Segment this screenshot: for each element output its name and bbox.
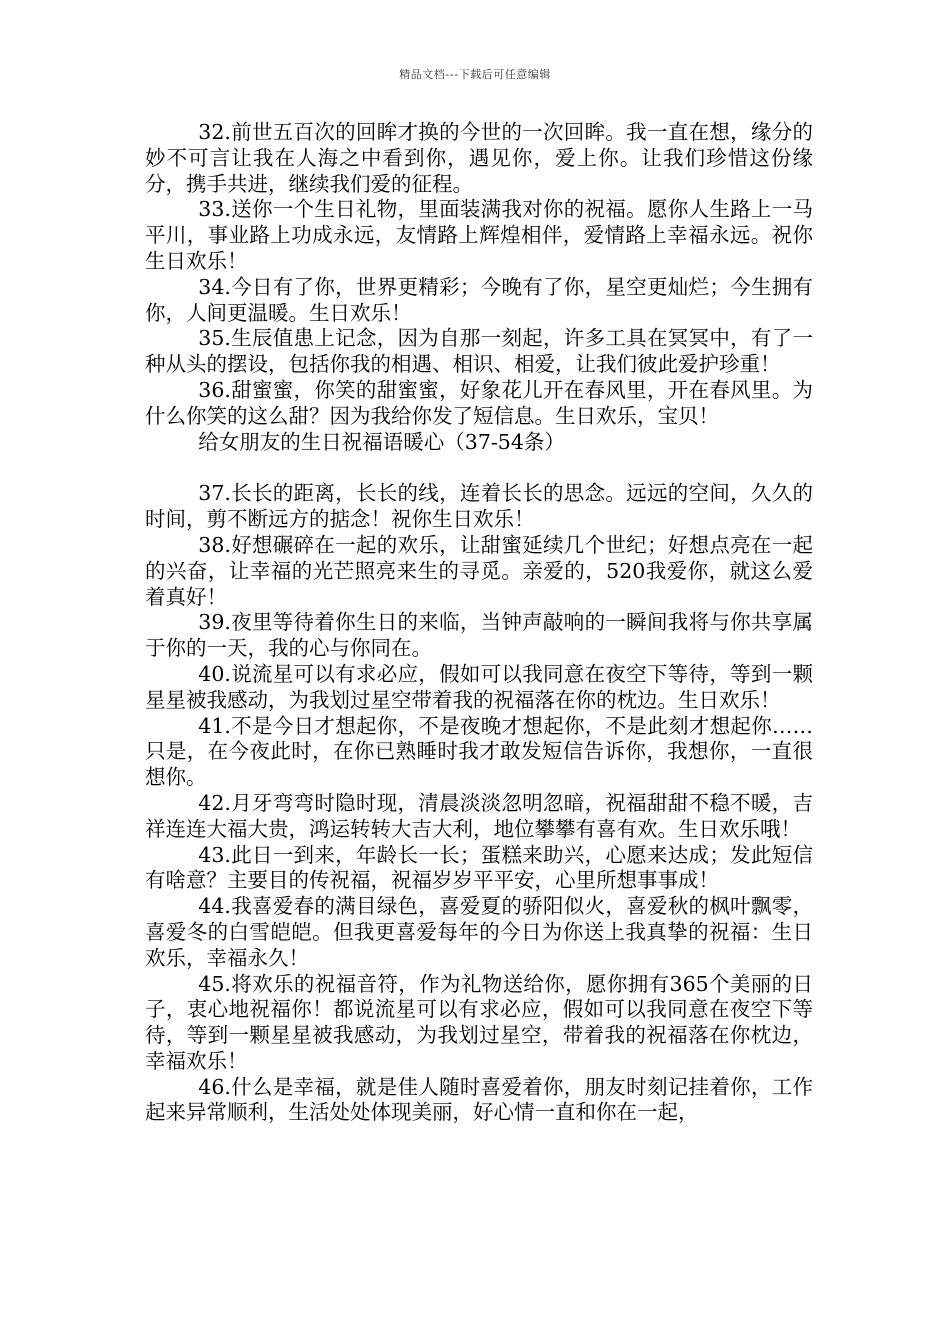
paragraph-39: 39.夜里等待着你生日的来临，当钟声敲响的一瞬间我将与你共享属于你的一天，我的心与你同在。: [145, 610, 813, 661]
paragraph-43: 43.此日一到来，年龄长一长；蛋糕来助兴，心愿来达成；发此短信有啥意？主要目的传祝福，祝福岁岁平平安，心里所想事事成！: [145, 842, 813, 893]
paragraph-40: 40.说流星可以有求必应，假如可以我同意在夜空下等待，等到一颗星星被我感动，为我划过星空带着我的祝福落在你的枕边。生日欢乐！: [145, 661, 813, 712]
paragraph-44: 44.我喜爱春的满目绿色，喜爱夏的骄阳似火，喜爱秋的枫叶飘零，喜爱冬的白雪皑皑。但我更喜爱每年的今日为你送上我真挚的祝福：生日欢乐，幸福永久！: [145, 894, 813, 970]
paragraph-41: 41.不是今日才想起你，不是夜晚才想起你，不是此刻才想起你……只是，在今夜此时，在你已熟睡时我才敢发短信告诉你，我想你，一直很想你。: [145, 713, 813, 790]
section-heading: 给女朋友的生日祝福语暖心（37-54条）: [198, 429, 565, 454]
document-body: [145, 120, 813, 1126]
paragraph-37: 37.长长的距离，长长的线，连着长长的思念。远远的空间，久久的时间，剪不断远方的掂念！祝你生日欢乐！: [145, 481, 813, 532]
paragraph-42: 42.月牙弯弯时隐时现，清晨淡淡忽明忽暗，祝福甜甜不稳不暖，吉祥连连大福大贵，鸿运转转大吉大利，地位攀攀有喜有欢。生日欢乐哦！: [145, 790, 813, 841]
paragraph-38: 38.好想碾碎在一起的欢乐，让甜蜜延续几个世纪；好想点亮在一起的兴奋，让幸福的光芒照亮来生的寻觅。亲爱的，520我爱你，就这么爱着真好！: [145, 532, 813, 609]
paragraph-33: 33.送你一个生日礼物，里面装满我对你的祝福。愿你人生路上一马平川，事业路上功成永远，友情路上辉煌相伴，爱情路上幸福永远。祝你生日欢乐！: [145, 197, 813, 273]
paragraph-45: 45.将欢乐的祝福音符，作为礼物送给你，愿你拥有365个美丽的日子，衷心地祝福你！都说流星可以有求必应，假如可以我同意在夜空下等待，等到一颗星星被我感动，为我划过星空，带着我的祝福落在你枕边，幸福欢乐！: [145, 971, 813, 1073]
paragraph-36: 36.甜蜜蜜，你笑的甜蜜蜜，好象花儿开在春风里，开在春风里。为什么你笑的这么甜？因为我给你发了短信息。生日欢乐，宝贝！: [145, 377, 813, 428]
page-header: 精品文档---下载后可任意编辑: [399, 68, 551, 81]
paragraph-35: 35.生辰值患上记念，因为自那一刻起，许多工具在冥冥中，有了一种从头的摆设，包括你我的相遇、相识、相爱，让我们彼此爱护珍重！: [145, 326, 813, 377]
paragraph-34: 34.今日有了你，世界更精彩；今晚有了你，星空更灿烂；今生拥有你，人间更温暖。生日欢乐！: [145, 274, 813, 325]
paragraph-32: 32.前世五百次的回眸才换的今世的一次回眸。我一直在想，缘分的妙不可言让我在人海之中看到你，遇见你，爱上你。让我们珍惜这份缘分，携手共进，继续我们爱的征程。: [145, 120, 813, 196]
paragraph-46: 46.什么是幸福，就是佳人随时喜爱着你，朋友时刻记挂着你，工作起来异常顺利，生活处处体现美丽，好心情一直和你在一起，: [145, 1074, 813, 1125]
